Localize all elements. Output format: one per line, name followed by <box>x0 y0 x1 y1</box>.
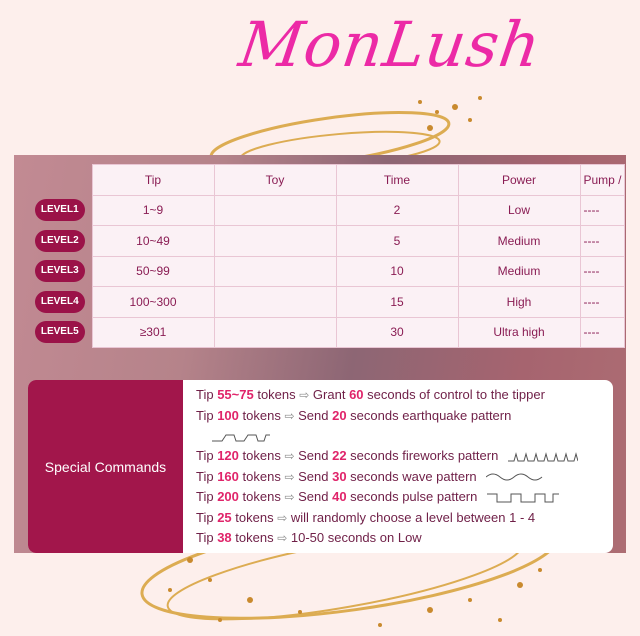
pump-cell: ---- <box>580 195 624 226</box>
right-arrow-icon: ⇨ <box>277 510 288 525</box>
toy-cell <box>214 287 336 318</box>
level-badge: LEVEL1 <box>35 199 85 221</box>
level-badge: LEVEL2 <box>35 230 85 252</box>
command-line: Tip 55~75 tokens ⇨ Grant 60 seconds of control to the tipper <box>196 387 545 402</box>
tip-cell: 1~9 <box>92 195 214 226</box>
pump-cell: ---- <box>580 287 624 318</box>
header-power: Power <box>458 165 580 196</box>
special-commands-box <box>28 380 613 553</box>
right-arrow-icon: ⇨ <box>284 469 295 484</box>
brand-logo: MonLush <box>234 8 546 81</box>
header-time: Time <box>336 165 458 196</box>
power-cell: Medium <box>458 226 580 257</box>
right-arrow-icon: ⇨ <box>284 490 295 504</box>
table-row <box>28 317 624 348</box>
header-toy: Toy <box>214 165 336 196</box>
power-cell: Ultra high <box>458 317 580 348</box>
toy-cell <box>214 256 336 287</box>
time-cell: 2 <box>336 195 458 226</box>
earthquake-pattern-icon <box>212 431 270 443</box>
tip-cell: 10~49 <box>92 226 214 257</box>
fireworks-pattern-icon <box>508 451 578 463</box>
time-cell: 30 <box>336 317 458 348</box>
logo-area <box>0 0 640 160</box>
command-line: Tip 38 tokens ⇨ 10-50 seconds on Low <box>196 530 422 545</box>
header-tip: Tip <box>92 165 214 196</box>
right-arrow-icon: ⇨ <box>284 408 295 423</box>
pulse-pattern-icon <box>487 492 559 504</box>
table-header-row <box>28 165 624 196</box>
right-arrow-icon: ⇨ <box>299 388 310 402</box>
power-cell: Medium <box>458 256 580 287</box>
level-badge: LEVEL4 <box>35 291 85 313</box>
command-line: Tip 200 tokens ⇨ Send 40 seconds pulse pattern <box>196 487 611 508</box>
time-cell: 10 <box>336 256 458 287</box>
toy-cell <box>214 317 336 348</box>
pump-cell: ---- <box>580 256 624 287</box>
level-badge: LEVEL3 <box>35 260 85 282</box>
power-cell: Low <box>458 195 580 226</box>
table-row <box>28 287 624 318</box>
level-badge: LEVEL5 <box>35 321 85 343</box>
command-line: Tip 120 tokens ⇨ Send 22 seconds fireworks pattern <box>196 446 611 467</box>
toy-cell <box>214 195 336 226</box>
pump-cell: ---- <box>580 226 624 257</box>
time-cell: 5 <box>336 226 458 257</box>
table-row <box>28 256 624 287</box>
tip-cell: ≥301 <box>92 317 214 348</box>
tip-cell: 100~300 <box>92 287 214 318</box>
right-arrow-icon: ⇨ <box>277 531 288 545</box>
power-cell: High <box>458 287 580 318</box>
command-line: Tip 25 tokens ⇨ will randomly choose a level between 1 - 4 <box>196 509 536 525</box>
special-commands-list <box>196 385 611 549</box>
toy-cell <box>214 226 336 257</box>
command-line: Tip 100 tokens ⇨ Send 20 seconds earthquake pattern <box>196 407 512 423</box>
special-commands-title: Special Commands <box>28 380 183 553</box>
right-arrow-icon: ⇨ <box>284 449 295 463</box>
table-row <box>28 195 624 226</box>
wave-pattern-icon <box>486 471 544 483</box>
header-pump: Pump / <box>580 165 624 196</box>
command-line: Tip 160 tokens ⇨ Send 30 seconds wave pattern <box>196 467 611 488</box>
main-panel <box>14 155 626 553</box>
tip-cell: 50~99 <box>92 256 214 287</box>
time-cell: 15 <box>336 287 458 318</box>
pump-cell: ---- <box>580 317 624 348</box>
table-row <box>28 226 624 257</box>
earthquake-pattern-row <box>196 426 611 446</box>
levels-table <box>28 164 625 348</box>
